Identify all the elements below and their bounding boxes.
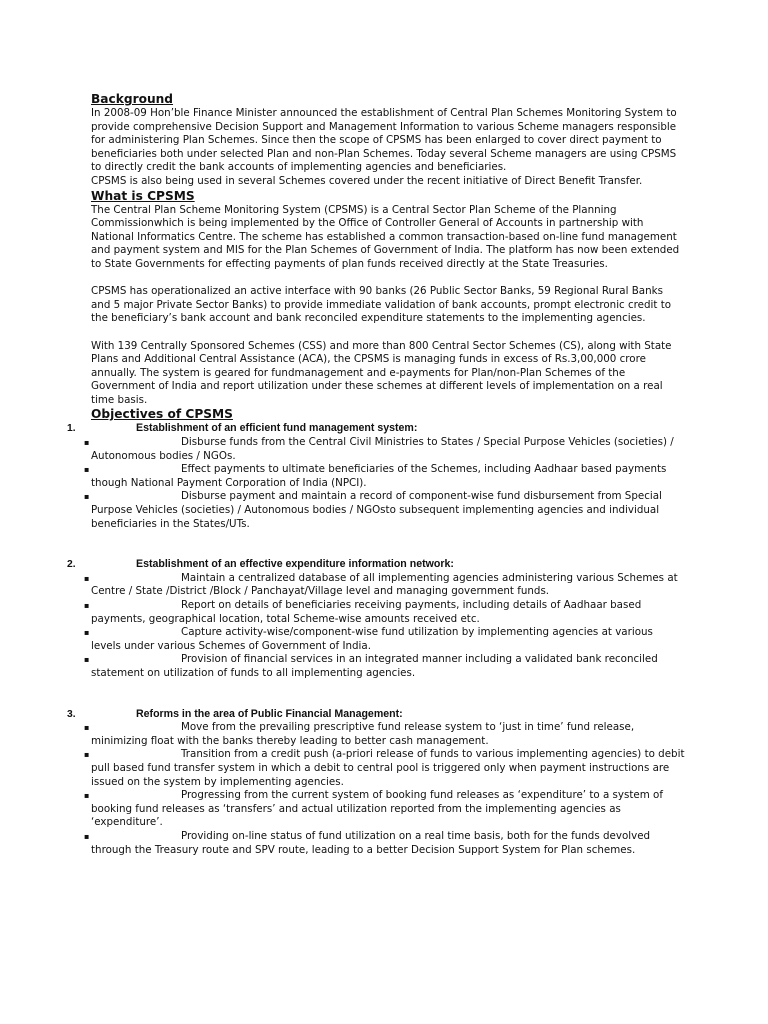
objective-section-3-list xyxy=(84,721,685,857)
objective-section-title-text: Establishment of an efficient fund management system: xyxy=(136,422,418,435)
objective-section-2-title xyxy=(67,558,685,572)
bullet-icon: ▪ xyxy=(84,655,90,665)
bullet-icon: ▪ xyxy=(84,628,90,638)
background-heading: Background xyxy=(91,92,174,106)
list-item: ▪ Disburse funds from the Central Civil Ministries to States / Special Purpose Vehicles (societies) / Autonomous bodies / NGOs. xyxy=(84,436,674,462)
what-is-paragraph-1: The Central Plan Scheme Monitoring System (CPSMS) is a Central Sector Plan Scheme of the Planning Commissionwhich is being implemented by the Office of Controller General of Accounts in partnership with National Informatics Centre. The scheme has established a common transaction-based on-line fund management and payment system and MIS for the Plan Schemes of Government of India. The platform has now been extended to State Governments for effecting payments of plan funds received directly at the State Treasuries. xyxy=(91,203,680,270)
objective-section-1-title xyxy=(67,422,685,436)
objective-section-title-text: Establishment of an effective expenditure information network: xyxy=(136,558,454,571)
objective-section-2-list xyxy=(84,571,685,681)
objective-section-3-title xyxy=(67,707,685,722)
list-item: ▪ Move from the prevailing prescriptive fund release system to ‘just in time’ fund release, minimizing float with the banks thereby leading to better cash management. xyxy=(84,721,635,747)
bullet-icon: ▪ xyxy=(84,750,90,760)
list-item: ▪ Provision of financial services in an integrated manner including a validated bank reconciled statement on utilization of funds to all implementing agencies. xyxy=(84,653,658,679)
list-item: ▪ Disburse payment and maintain a record of component-wise fund disbursement from Special Purpose Vehicles (societies) / Autonomous bodies / NGOsto subsequent implementing agencies and individual beneficiaries in the States/UTs. xyxy=(84,490,662,530)
list-item: ▪ Capture activity-wise/component-wise fund utilization by implementing agencies at various levels under various Schemes of Government of India. xyxy=(84,626,653,652)
what-is-paragraph-3: With 139 Centrally Sponsored Schemes (CSS) and more than 800 Central Sector Schemes (CS), along with State Plans and Additional Central Assistance (ACA), the CPSMS is managing funds in excess of Rs.3,00,000 crore annually. The system is geared for fundmanagement and e-payments for Plan/non-Plan Schemes of the Government of India and report utilization under these schemes at different levels of implementation on a real time basis. xyxy=(91,339,672,406)
bullet-icon: ▪ xyxy=(84,791,90,801)
objective-section-1-list xyxy=(84,436,685,531)
objective-section-title-text: Reforms in the area of Public Financial Management: xyxy=(136,707,403,720)
background-paragraph-1: In 2008-09 Hon’ble Finance Minister announced the establishment of Central Plan Schemes Monitoring System to provide comprehensive Decision Support and Management Information to various Scheme managers responsible for administering Plan Schemes. Since then the scope of CPSMS has been enlarged to cover direct payment to beneficiaries both under selected Plan and non-Plan Schemes. Today several Scheme managers are using CPSMS to directly credit the bank accounts of implementing agencies and beneficiaries. xyxy=(91,107,677,174)
bullet-icon: ▪ xyxy=(84,601,90,610)
objective-section-number: 3. xyxy=(67,708,76,720)
document-body xyxy=(67,92,685,857)
objective-section-number: 1. xyxy=(67,423,76,435)
bullet-icon: ▪ xyxy=(84,492,90,502)
list-item: ▪ Maintain a centralized database of all implementing agencies administering various Schemes at Centre / State /District /Block / Panchayat/Village level and managing government funds. xyxy=(84,571,678,598)
list-item: ▪ Effect payments to ultimate beneficiaries of the Schemes, including Aadhaar based payments though National Payment Corporation of India (NPCI). xyxy=(84,463,667,489)
bullet-icon: ▪ xyxy=(84,723,90,733)
bullet-icon: ▪ xyxy=(84,573,90,583)
list-item: ▪ Providing on-line status of fund utilization on a real time basis, both for the funds devolved through the Treasury route and SPV route, leading to a better Decision Support System for Plan schemes. xyxy=(84,829,651,856)
background-paragraph-2: CPSMS is also being used in several Schemes covered under the recent initiative of Direct Benefit Transfer. xyxy=(91,174,643,187)
objective-section-number: 2. xyxy=(67,559,76,571)
list-item: ▪ Progressing from the current system of booking fund releases as ‘expenditure’ to a system of booking fund releases as ‘transfers’ and actual utilization reported from the implementing agencies as ‘expenditure’. xyxy=(84,789,663,829)
list-item: ▪ Report on details of beneficiaries receiving payments, including details of Aadhaar based payments, geographical location, total Scheme-wise amounts received etc. xyxy=(84,599,642,625)
bullet-icon: ▪ xyxy=(84,465,90,475)
bullet-icon: ▪ xyxy=(84,438,90,448)
list-item: ▪ Transition from a credit push (a-priori release of funds to various implementing agencies) to debit pull based fund transfer system in which a debit to central pool is triggered only when payment instructions are issued on the system by implementing agencies. xyxy=(84,748,685,788)
what-is-paragraph-2: CPSMS has operationalized an active interface with 90 banks (26 Public Sector Banks, 59 Regional Rural Banks and 5 major Private Sector Banks) to provide immediate validation of bank accounts, prompt electronic credit to the beneficiary’s bank account and bank reconciled expenditure statements to the implementing agencies. xyxy=(91,285,672,325)
what-is-heading: What is CPSMS xyxy=(91,188,195,203)
bullet-icon: ▪ xyxy=(84,831,90,841)
objectives-heading: Objectives of CPSMS xyxy=(91,407,233,422)
